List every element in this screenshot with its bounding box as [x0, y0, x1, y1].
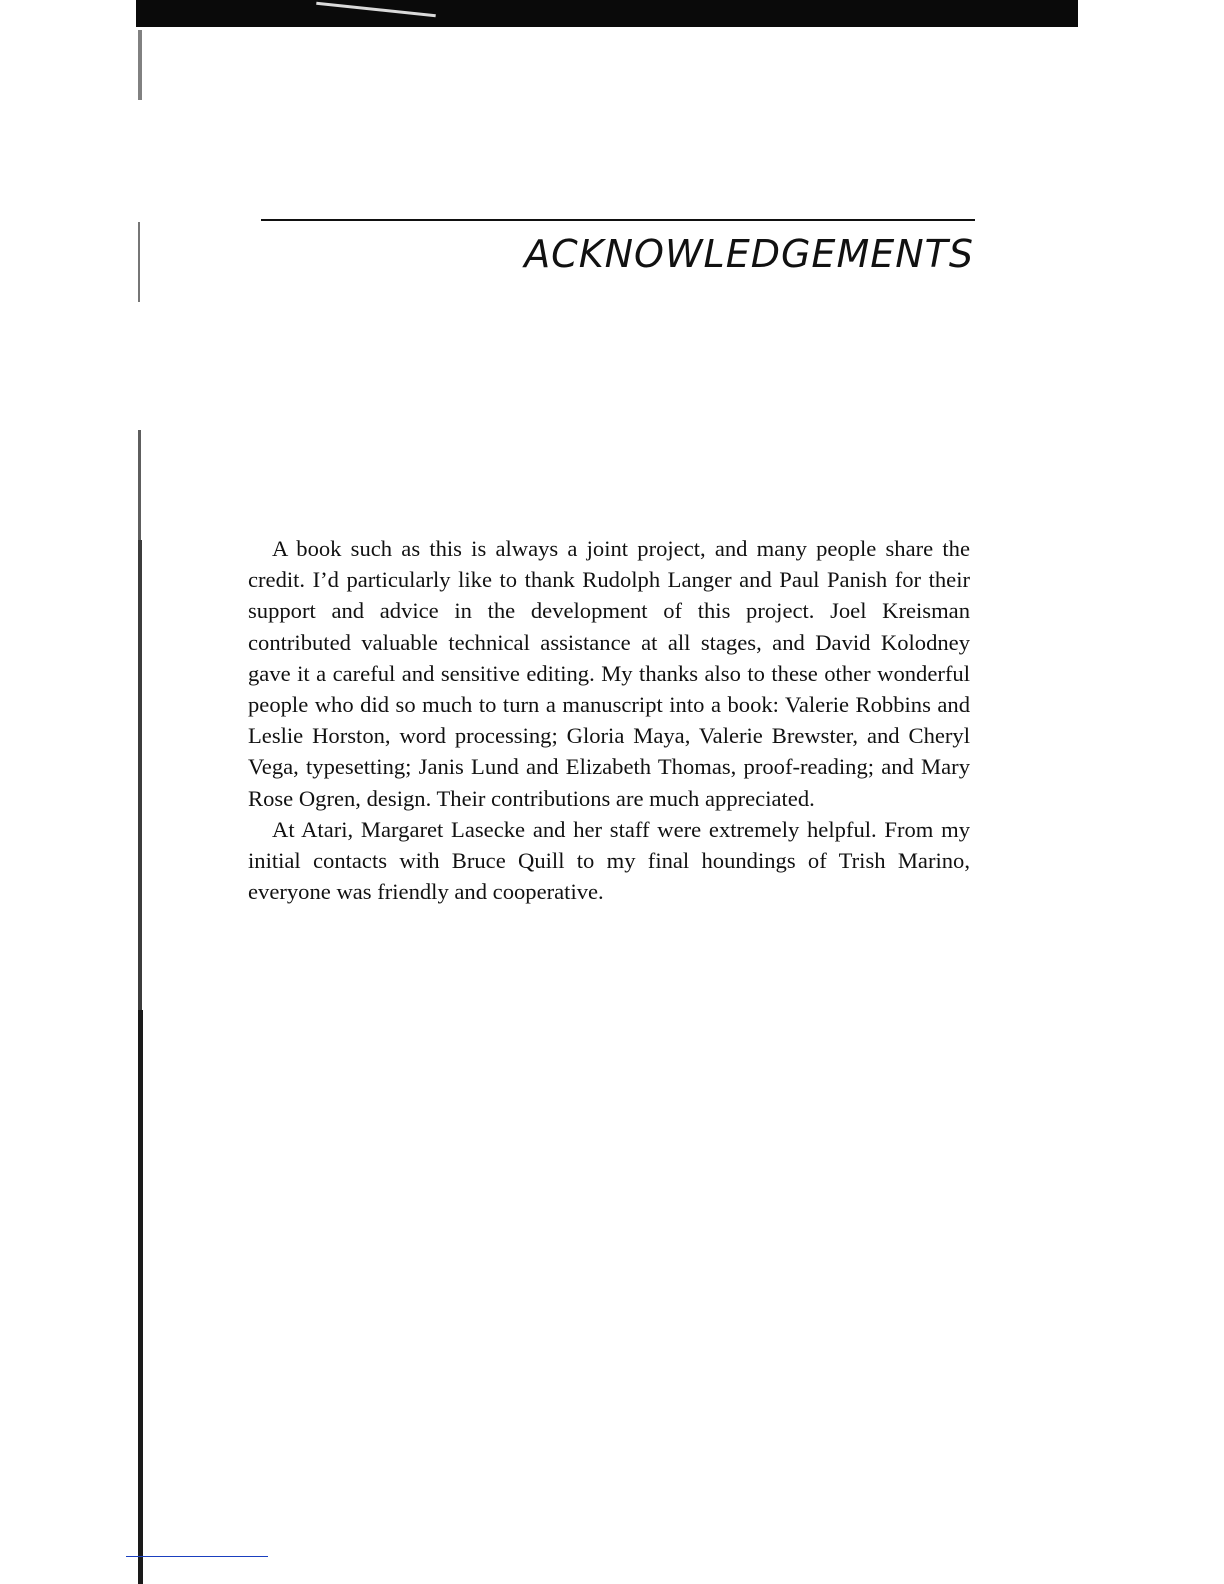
heading-rule: [261, 219, 975, 221]
paragraph: A book such as this is always a joint project, and many people share the credit. I’d particularly like to thank Rudolph Langer and Paul Panish for their support and advice in the development of this project. Joel Kreisman contributed valuable technical assistance at all stages, and David Kolodney gave it a careful and sensitive editing. My thanks also to these other wonderful people who did so much to turn a manuscript into a book: Valerie Robbins and Leslie Horston, word processing; Gloria Maya, Valerie Brewster, and Cheryl Vega, typesetting; Janis Lund and Elizabeth Thomas, proof-reading; and Mary Rose Ogren, design. Their contributions are much appreciated.: [248, 536, 970, 811]
acknowledgements-body: [248, 533, 970, 907]
paragraph: At Atari, Margaret Lasecke and her staff were extremely helpful. From my initial contacts with Bruce Quill to my final houndings of Trish Marino, everyone was friendly and cooperative.: [248, 816, 970, 905]
scan-bottom-rule: [126, 1556, 268, 1557]
page-title: ACKNOWLEDGEMENTS: [524, 232, 974, 276]
scan-scratch: [316, 2, 436, 18]
scan-binding-edge: [132, 0, 150, 1584]
scan-top-border: [136, 0, 1078, 27]
binding-mark: [138, 1010, 143, 1584]
binding-mark: [138, 540, 142, 1010]
binding-mark: [138, 430, 141, 540]
binding-mark: [138, 222, 140, 302]
binding-mark: [138, 30, 142, 100]
